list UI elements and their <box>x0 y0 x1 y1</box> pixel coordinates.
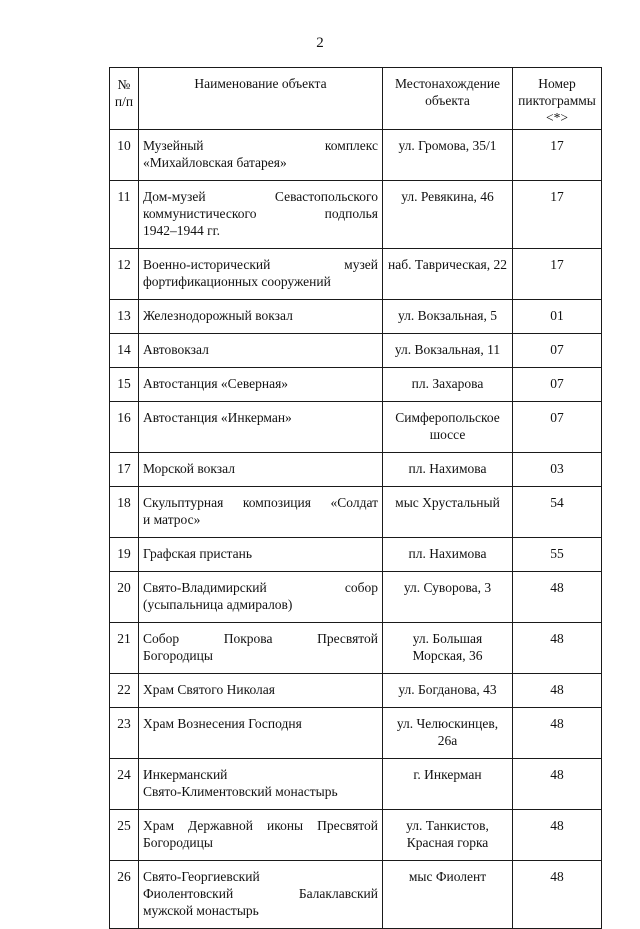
object-name-line: «Михайловская батарея» <box>143 155 287 170</box>
table-header-row <box>110 68 602 130</box>
row-pictogram-number: 07 <box>513 334 602 368</box>
row-pictogram-number: 48 <box>513 674 602 708</box>
table-row <box>110 759 602 810</box>
object-name-line: Храм Святого Николая <box>143 682 275 697</box>
row-number: 12 <box>110 249 139 300</box>
row-pictogram-number: 01 <box>513 300 602 334</box>
location-line: ул. Ревякина, 46 <box>401 189 494 204</box>
table-body <box>110 130 602 929</box>
location-line: пл. Захарова <box>411 376 484 391</box>
row-location <box>383 708 513 759</box>
location-line: г. Инкерман <box>413 767 482 782</box>
row-pictogram-number: 48 <box>513 810 602 861</box>
table-row <box>110 861 602 929</box>
location-line: Красная горка <box>406 835 489 850</box>
row-object-name <box>139 759 383 810</box>
location-line: ул. Челюскинцев, <box>396 716 499 731</box>
row-pictogram-number: 48 <box>513 708 602 759</box>
header-number-line: № <box>117 77 131 92</box>
row-location <box>383 181 513 249</box>
object-name-line: и матрос» <box>143 512 201 527</box>
row-location <box>383 810 513 861</box>
object-name-line: Автостанция «Инкерман» <box>143 410 292 425</box>
location-line: пл. Нахимова <box>408 546 487 561</box>
object-name-line: Храм Вознесения Господня <box>143 716 302 731</box>
row-number: 22 <box>110 674 139 708</box>
object-name-line: фортификационных сооружений <box>143 274 331 289</box>
row-number: 15 <box>110 368 139 402</box>
table-row <box>110 334 602 368</box>
row-number: 10 <box>110 130 139 181</box>
row-pictogram-number: 17 <box>513 181 602 249</box>
location-line: ул. Вокзальная, 5 <box>397 308 498 323</box>
row-pictogram-number: 17 <box>513 249 602 300</box>
location-line: мыс Хрустальный <box>395 495 500 510</box>
location-line: мыс Фиолент <box>408 869 487 884</box>
object-name-line: Скульптурная композиция «Солдат <box>143 495 378 510</box>
row-location <box>383 368 513 402</box>
row-location <box>383 759 513 810</box>
row-location <box>383 130 513 181</box>
row-location <box>383 453 513 487</box>
row-object-name <box>139 538 383 572</box>
row-number: 21 <box>110 623 139 674</box>
object-name-line: Военно-исторический музей <box>143 257 378 272</box>
header-location <box>383 68 513 130</box>
table-row <box>110 538 602 572</box>
table-row <box>110 674 602 708</box>
table-row <box>110 249 602 300</box>
row-pictogram-number: 07 <box>513 402 602 453</box>
table-row <box>110 810 602 861</box>
row-pictogram-number: 17 <box>513 130 602 181</box>
row-location <box>383 249 513 300</box>
header-number-line: п/п <box>114 94 134 109</box>
table-row <box>110 130 602 181</box>
table-row <box>110 572 602 623</box>
location-line: Морская, 36 <box>412 648 483 663</box>
row-object-name <box>139 861 383 929</box>
location-line: ул. Богданова, 43 <box>398 682 497 697</box>
object-name-line: Свято-Владимирский собор <box>143 580 378 595</box>
row-object-name <box>139 810 383 861</box>
row-object-name <box>139 130 383 181</box>
row-number: 14 <box>110 334 139 368</box>
header-pictogram-line: <*> <box>546 110 568 125</box>
row-object-name <box>139 300 383 334</box>
row-object-name <box>139 181 383 249</box>
object-name-line: Богородицы <box>143 648 213 663</box>
row-location <box>383 538 513 572</box>
row-pictogram-number: 48 <box>513 623 602 674</box>
location-line: 26а <box>437 733 458 748</box>
object-name-line: Музейный комплекс <box>143 138 378 153</box>
object-name-line: Дом-музей Севастопольского <box>143 189 378 204</box>
object-name-line: Храм Державной иконы Пресвятой <box>143 818 378 833</box>
row-location <box>383 674 513 708</box>
header-location-line: Местонахождение <box>394 76 501 91</box>
table-row <box>110 487 602 538</box>
row-object-name <box>139 402 383 453</box>
header-location-line: объекта <box>425 93 470 108</box>
row-number: 25 <box>110 810 139 861</box>
header-object-name <box>139 68 383 130</box>
row-pictogram-number: 54 <box>513 487 602 538</box>
row-pictogram-number: 03 <box>513 453 602 487</box>
row-object-name <box>139 487 383 538</box>
row-number: 26 <box>110 861 139 929</box>
row-number: 17 <box>110 453 139 487</box>
row-location <box>383 572 513 623</box>
row-pictogram-number: 07 <box>513 368 602 402</box>
header-pictogram-line: пиктограммы <box>518 93 596 108</box>
row-object-name <box>139 334 383 368</box>
location-line: Симферопольское <box>395 410 500 425</box>
row-object-name <box>139 674 383 708</box>
row-object-name <box>139 708 383 759</box>
row-number: 19 <box>110 538 139 572</box>
location-line: ул. Вокзальная, 11 <box>394 342 501 357</box>
row-object-name <box>139 453 383 487</box>
row-pictogram-number: 55 <box>513 538 602 572</box>
row-object-name <box>139 368 383 402</box>
row-location <box>383 861 513 929</box>
location-line: ул. Громова, 35/1 <box>398 138 497 153</box>
object-name-line: Автостанция «Северная» <box>143 376 289 391</box>
location-line: наб. Таврическая, 22 <box>387 257 507 272</box>
header-number <box>110 68 139 130</box>
header-object-name-text: Наименование объекта <box>194 76 327 91</box>
row-object-name <box>139 623 383 674</box>
row-object-name <box>139 572 383 623</box>
location-line: ул. Танкистов, <box>406 818 489 833</box>
location-line: ул. Суворова, 3 <box>403 580 492 595</box>
object-name-line: Свято-Климентовский монастырь <box>143 784 338 799</box>
row-number: 16 <box>110 402 139 453</box>
object-name-line: коммунистического подполья <box>143 206 378 221</box>
row-number: 18 <box>110 487 139 538</box>
table-row <box>110 708 602 759</box>
row-location <box>383 487 513 538</box>
location-line: шоссе <box>429 427 466 442</box>
object-name-line: Железнодорожный вокзал <box>143 308 293 323</box>
row-number: 23 <box>110 708 139 759</box>
location-line: ул. Большая <box>412 631 483 646</box>
page-number: 2 <box>316 35 324 51</box>
row-number: 24 <box>110 759 139 810</box>
row-location <box>383 300 513 334</box>
row-number: 20 <box>110 572 139 623</box>
table-row <box>110 402 602 453</box>
object-name-line: (усыпальница адмиралов) <box>143 597 293 612</box>
object-name-line: 1942–1944 гг. <box>143 223 221 238</box>
row-pictogram-number: 48 <box>513 572 602 623</box>
row-number: 13 <box>110 300 139 334</box>
table-row <box>110 453 602 487</box>
table-row <box>110 300 602 334</box>
object-name-line: Инкерманский <box>143 767 228 782</box>
header-pictogram-line: Номер <box>538 76 576 91</box>
location-line: пл. Нахимова <box>408 461 487 476</box>
object-name-line: Собор Покрова Пресвятой <box>143 631 378 646</box>
object-name-line: Фиолентовский Балаклавский <box>143 886 378 901</box>
row-object-name <box>139 249 383 300</box>
row-pictogram-number: 48 <box>513 759 602 810</box>
objects-table <box>109 67 602 929</box>
object-name-line: Автовокзал <box>143 342 209 357</box>
row-pictogram-number: 48 <box>513 861 602 929</box>
row-location <box>383 623 513 674</box>
header-pictogram <box>513 68 602 130</box>
object-name-line: Свято-Георгиевский <box>143 869 260 884</box>
object-name-line: Морской вокзал <box>143 461 235 476</box>
object-name-line: мужской монастырь <box>143 903 259 918</box>
row-location <box>383 334 513 368</box>
row-number: 11 <box>110 181 139 249</box>
table-row <box>110 623 602 674</box>
row-location <box>383 402 513 453</box>
table-row <box>110 368 602 402</box>
object-name-line: Богородицы <box>143 835 213 850</box>
table-row <box>110 181 602 249</box>
object-name-line: Графская пристань <box>143 546 252 561</box>
